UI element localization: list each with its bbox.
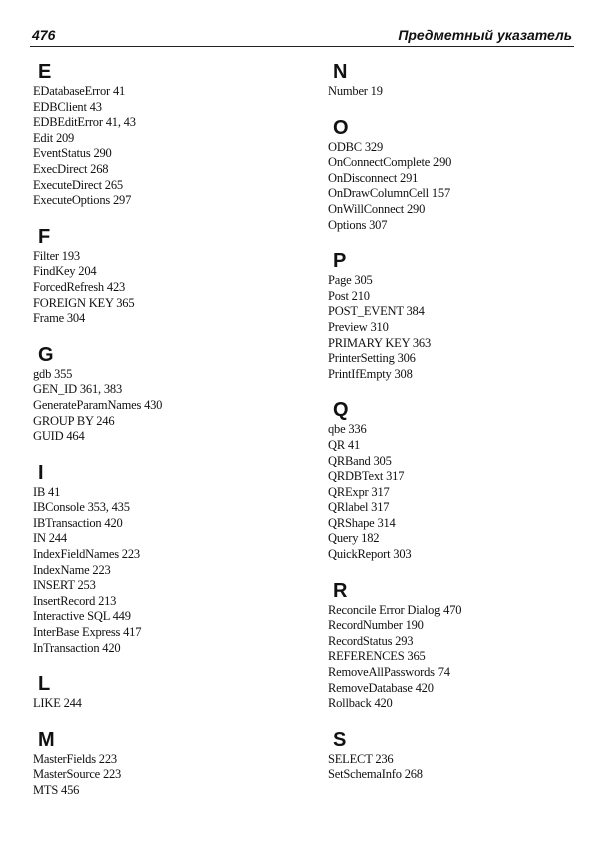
section-letter: L xyxy=(38,673,51,696)
index-column-right xyxy=(328,60,578,783)
index-entry: QRDBText 317 xyxy=(328,469,405,484)
index-entry: RemoveAllPasswords 74 xyxy=(328,665,450,680)
index-section xyxy=(33,343,283,445)
index-entry: QRShape 314 xyxy=(328,515,396,530)
index-entry: MasterFields 223 xyxy=(33,751,117,766)
index-entry: EDatabaseError 41 xyxy=(33,84,126,98)
index-entry: LIKE 244 xyxy=(33,696,82,711)
index-entry: ODBC 329 xyxy=(328,139,384,154)
index-entry: IN 244 xyxy=(33,531,67,546)
index-section xyxy=(328,728,578,783)
entry-list xyxy=(33,485,283,657)
entry-list xyxy=(328,140,578,234)
index-entry: InsertRecord 213 xyxy=(33,593,117,608)
section-letter: I xyxy=(38,461,44,484)
index-entry: GenerateParamNames 430 xyxy=(33,397,163,412)
index-entry: OnDisconnect 291 xyxy=(328,170,419,185)
index-entry: QuickReport 303 xyxy=(328,547,412,562)
index-entry: SELECT 236 xyxy=(328,751,394,766)
index-section xyxy=(328,579,578,712)
running-title: Предметный указатель xyxy=(398,27,572,43)
index-section xyxy=(328,398,578,562)
index-section xyxy=(33,461,283,657)
index-entry: Edit 209 xyxy=(33,130,75,145)
index-entry: EventStatus 290 xyxy=(33,146,112,161)
index-entry: Number 19 xyxy=(328,84,383,98)
index-entry: QRBand 305 xyxy=(328,453,392,468)
index-entry: ExecDirect 268 xyxy=(33,161,109,176)
index-entry: POST_EVENT 384 xyxy=(328,304,425,319)
index-entry: RecordNumber 190 xyxy=(328,618,424,633)
index-entry: ForcedRefresh 423 xyxy=(33,279,126,294)
index-section xyxy=(328,116,578,234)
index-entry: InTransaction 420 xyxy=(33,640,121,655)
section-letter: Q xyxy=(333,399,349,422)
section-letter: M xyxy=(38,728,55,751)
entry-list xyxy=(328,84,578,100)
index-section xyxy=(33,728,283,799)
index-section xyxy=(33,672,283,712)
index-entry: Preview 310 xyxy=(328,319,389,334)
section-letter: R xyxy=(333,579,348,602)
index-section xyxy=(328,249,578,382)
section-letter: N xyxy=(333,61,348,83)
index-entry: Reconcile Error Dialog 470 xyxy=(328,602,462,617)
index-entry: MasterSource 223 xyxy=(33,767,122,782)
entry-list xyxy=(33,367,283,445)
index-section xyxy=(328,60,578,100)
section-letter: S xyxy=(333,728,347,751)
entry-list xyxy=(33,84,283,209)
index-entry: FOREIGN KEY 365 xyxy=(33,295,135,310)
entry-list xyxy=(33,696,283,712)
index-entry: PRIMARY KEY 363 xyxy=(328,335,432,350)
entry-list xyxy=(328,752,578,783)
entry-list xyxy=(328,603,578,712)
section-letter: P xyxy=(333,250,347,273)
section-letter: O xyxy=(333,116,349,139)
index-entry: IndexName 223 xyxy=(33,562,111,577)
index-entry: OnConnectComplete 290 xyxy=(328,155,452,170)
index-entry: RemoveDatabase 420 xyxy=(328,680,434,695)
index-entry: GUID 464 xyxy=(33,429,85,444)
index-entry: Frame 304 xyxy=(33,311,86,326)
index-entry: Interactive SQL 449 xyxy=(33,609,131,624)
index-entry: GEN_ID 361, 383 xyxy=(33,382,123,397)
index-entry: gdb 355 xyxy=(33,366,73,381)
index-entry: qbe 336 xyxy=(328,422,367,437)
page-number: 476 xyxy=(32,27,56,43)
index-entry: INSERT 253 xyxy=(33,578,96,593)
index-entry: SetSchemaInfo 268 xyxy=(328,767,423,782)
index-entry: QR 41 xyxy=(328,437,360,452)
index-entry: PrinterSetting 306 xyxy=(328,351,416,366)
index-entry: OnWillConnect 290 xyxy=(328,201,426,216)
index-entry: IB 41 xyxy=(33,484,61,499)
index-column-left xyxy=(33,60,283,799)
index-entry: EDBClient 43 xyxy=(33,99,102,114)
section-letter: G xyxy=(38,343,54,366)
index-section xyxy=(33,225,283,327)
index-entry: ExecuteDirect 265 xyxy=(33,177,123,192)
index-entry: OnDrawColumnCell 157 xyxy=(328,186,451,201)
entry-list xyxy=(33,249,283,327)
index-entry: PrintIfEmpty 308 xyxy=(328,366,413,381)
page-header xyxy=(30,26,574,47)
index-entry: QRExpr 317 xyxy=(328,484,390,499)
index-entry: FindKey 204 xyxy=(33,264,97,279)
index-entry: Filter 193 xyxy=(33,248,80,263)
index-entry: RecordStatus 293 xyxy=(328,633,414,648)
index-entry: ExecuteOptions 297 xyxy=(33,193,132,208)
index-section xyxy=(33,60,283,209)
index-entry: Post 210 xyxy=(328,288,370,303)
section-letter: F xyxy=(38,225,51,248)
index-entry: QRlabel 317 xyxy=(328,500,390,515)
index-entry: Query 182 xyxy=(328,531,380,546)
index-entry: MTS 456 xyxy=(33,783,80,797)
index-entry: InterBase Express 417 xyxy=(33,625,142,640)
index-entry: IBConsole 353, 435 xyxy=(33,500,130,515)
index-entry: Options 307 xyxy=(328,217,388,232)
index-entry: IndexFieldNames 223 xyxy=(33,547,140,562)
index-entry: IBTransaction 420 xyxy=(33,515,123,530)
index-entry: REFERENCES 365 xyxy=(328,649,426,664)
index-entry: Page 305 xyxy=(328,273,373,288)
entry-list xyxy=(328,422,578,562)
index-entry: EDBEditError 41, 43 xyxy=(33,115,136,130)
section-letter: E xyxy=(38,61,52,83)
entry-list xyxy=(328,273,578,382)
index-entry: GROUP BY 246 xyxy=(33,413,115,428)
index-entry: Rollback 420 xyxy=(328,696,393,711)
entry-list xyxy=(33,752,283,799)
